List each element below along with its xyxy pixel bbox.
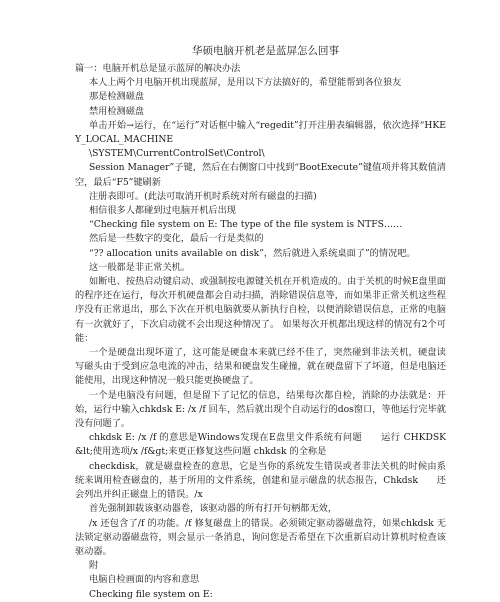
paragraph: Checking file system on E: <box>89 588 213 600</box>
document-body <box>75 62 446 602</box>
paragraph: 然后是一些数字的变化，最后一行是类似的 <box>89 233 264 245</box>
paragraph: \SYSTEM\CurrentControlSet\Control\ <box>89 148 265 160</box>
paragraph: 一个是硬盘出现坏道了，这可能是硬盘本来就已经不佳了，突然碰到非法关机，硬盘读写磁头由于受到应急电流的冲击，结果和硬盘发生碰撞，就在硬盘留下了坏道，但是电脑还能使用，出现这种情况一般只能更换硬盘了。 <box>75 347 446 387</box>
paragraph: 电脑自检画面的内容和意思 <box>89 574 200 586</box>
paragraph: 这一般都是非正常关机。 <box>89 261 191 273</box>
paragraph: 附 <box>89 560 99 572</box>
paragraph: 那是检测磁盘 <box>89 91 145 103</box>
paragraph: 禁用检测磁盘 <box>89 105 145 117</box>
paragraph: 如断电、按热启动键启动、或强制按电源键关机在开机造成的。由于关机的时候E盘里面的程序还在运行，每次开机硬盘都会自动扫描，消除错误信息等，而如果非正常关机这些程序没有正常退出，那么下次在开机电脑就要从新执行自检，以便消除错误信息，正常的电脑有一次就好了，下次启动就不会出现这种情况了。 如果每次开机都出现这样的情况有2个可能： <box>75 276 446 344</box>
paragraph: “Checking file system on E: The type of the file system is NTFS…… <box>89 219 403 231</box>
paragraph: /x 还包含了/f 的功能。/f 修复磁盘上的错误。必须锁定驱动器磁盘符，如果chkdsk 无法锁定驱动器磁盘符，则会显示一条消息，询问您是否希望在下次重新启动计算机时检查该驱动器。 <box>75 517 446 557</box>
paragraph: 篇一：电脑开机总是显示蓝屏的解决办法 <box>75 63 241 74</box>
document-title: 华硕电脑开机老是蓝屏怎么回事 <box>192 45 339 57</box>
paragraph: 本人上两个月电脑开机出现蓝屏，是用以下方法搞好的，希望能帮到各位狼友 <box>89 77 402 89</box>
paragraph: 首先强制卸载该驱动器卷，该驱动器的所有打开句柄都无效， <box>89 503 338 515</box>
paragraph: Session Manager”子键，然后在右侧窗口中找到“BootExecute”键值项并将其数值清空，最后“F5”键刷新 <box>75 162 446 188</box>
paragraph: 相信很多人都碰到过电脑开机后出现 <box>89 205 236 217</box>
paragraph: 注册表即可。(此法可取消开机时系统对所有磁盘的扫描) <box>89 190 317 202</box>
paragraph: chkdsk E: /x /f 的意思是Windows发现在E盘里文件系统有问题 运行 CHKDSK &lt;使用选项/x /f&gt;来更正修复这些问题 chkdsk 的全称是 <box>75 432 446 458</box>
paragraph: 单击开始→运行，在“运行”对话框中输入“regedit”打开注册表编辑器，依次选择“HKEY_LOCAL_MACHINE <box>75 119 446 146</box>
paragraph: “?? allocation units available on disk”，然后就进入系统桌面了”的情况吧。 <box>89 247 416 259</box>
paragraph: 一个是电脑没有问题，但是留下了记忆的信息，结果每次都自检，消除的办法就是：开始，运行中输入chkdsk E: /x /f 回车，然后就出现个自动运行的dos窗口，等他运行完毕就没有问题了。 <box>75 389 446 430</box>
paragraph: checkdisk，就是磁盘检查的意思，它是当你的系统发生错误或者非法关机的时候由系统来调用检查磁盘的，基于所用的文件系统，创建和显示磁盘的状态报告，Chkdsk 还会列出并纠正磁盘上的错误。/x <box>75 460 446 501</box>
